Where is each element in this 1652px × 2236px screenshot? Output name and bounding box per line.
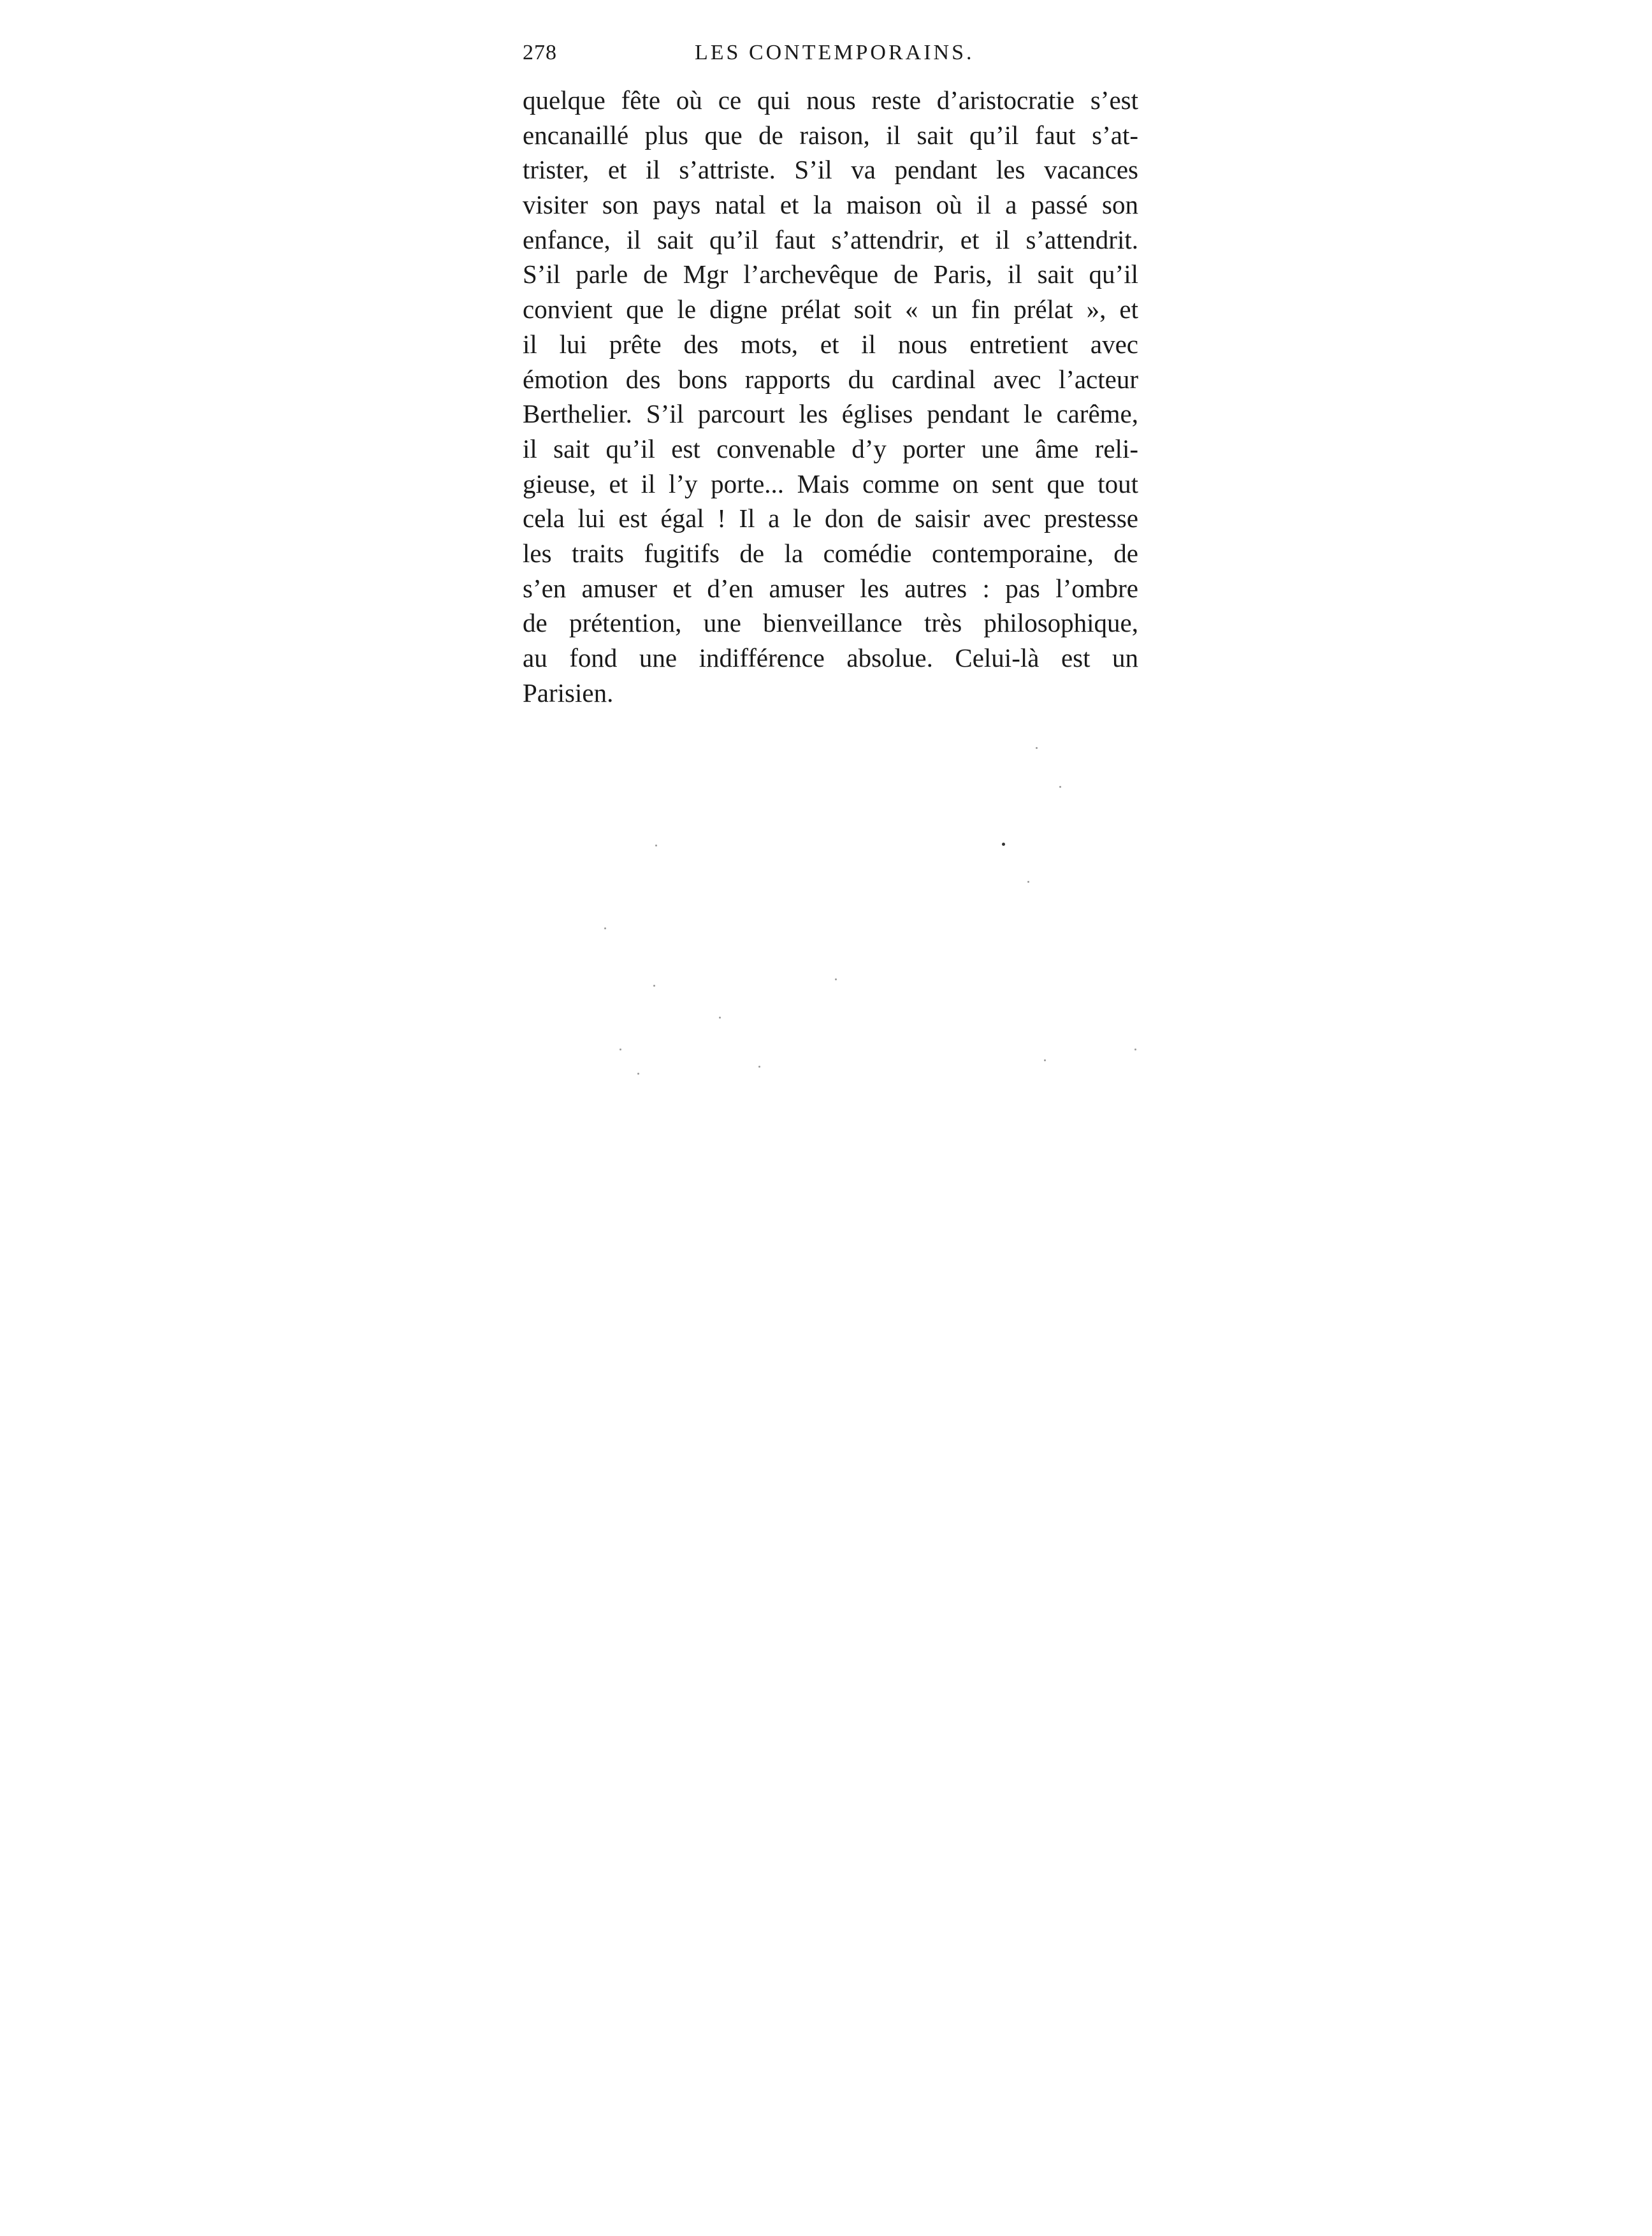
scan-speck: [1134, 1049, 1136, 1050]
scan-speck: [655, 845, 657, 846]
scan-speck: [719, 1017, 721, 1019]
body-paragraph: [523, 83, 1138, 710]
text-line: S’il parle de Mgr l’archevêque de Paris, il sait qu’il: [523, 259, 1138, 289]
scan-speck: [653, 985, 655, 987]
scan-speck: [758, 1066, 760, 1068]
text-line: cela lui est égal ! Il a le don de saisir avec prestesse: [523, 504, 1138, 534]
scan-speck: [604, 927, 606, 929]
text-line: visiter son pays natal et la maison où il a passé son: [523, 190, 1138, 220]
text-line: Parisien.: [523, 678, 614, 708]
scan-speck: [1044, 1059, 1046, 1061]
page-number: 278: [523, 41, 557, 64]
scan-speck: [620, 1049, 621, 1050]
text-line: convient que le digne prélat soit « un fin prélat », et: [523, 294, 1138, 324]
text-line: les traits fugitifs de la comédie contemporaine, de: [523, 538, 1138, 568]
text-line: il sait qu’il est convenable d’y porter une âme reli-: [523, 433, 1138, 463]
text-line: au fond une indifférence absolue. Celui-là est un: [523, 643, 1138, 672]
text-line: trister, et il s’attriste. S’il va pendant les vacances: [523, 155, 1138, 185]
text-line: émotion des bons rapports du cardinal avec l’acteur: [523, 364, 1138, 394]
scan-speck: [1027, 881, 1029, 883]
scan-speck: [637, 1073, 639, 1075]
text-line: gieuse, et il l’y porte... Mais comme on sent que tout: [523, 468, 1138, 498]
scan-speck: [835, 978, 837, 980]
text-line: s’en amuser et d’en amuser les autres : pas l’ombre: [523, 573, 1138, 603]
text-line: il lui prête des mots, et il nous entretient avec: [523, 329, 1138, 359]
running-head: LES CONTEMPORAINS.: [695, 41, 975, 64]
page-header: [523, 38, 1141, 76]
text-line: enfance, il sait qu’il faut s’attendrir, et il s’attendrit.: [523, 224, 1138, 254]
text-line: Berthelier. S’il parcourt les églises pendant le carême,: [523, 399, 1138, 429]
text-line: de prétention, une bienveillance très philosophique,: [523, 608, 1138, 638]
scan-speck: [1036, 747, 1038, 749]
scan-speck: [1059, 786, 1061, 788]
text-line: encanaillé plus que de raison, il sait qu’il faut s’at-: [523, 120, 1138, 150]
scan-speck: [1002, 843, 1005, 846]
text-line: quelque fête où ce qui nous reste d’aristocratie s’est: [523, 85, 1138, 115]
